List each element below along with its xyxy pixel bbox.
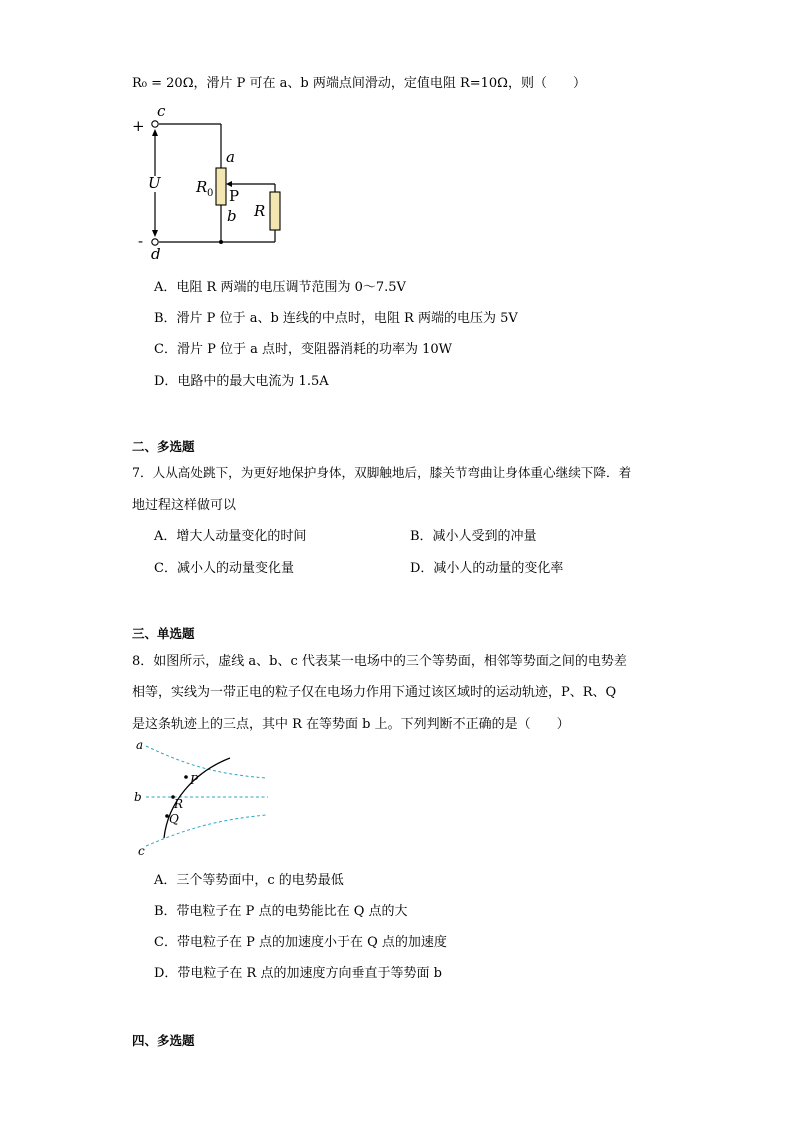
- label-a: a: [226, 148, 235, 166]
- section-title-4: 四、多选题: [132, 1033, 195, 1048]
- q6-option-a: A．电阻 R 两端的电压调节范围为 0～7.5V: [154, 280, 406, 295]
- label-minus: -: [138, 232, 144, 250]
- label-R0: R: [196, 178, 208, 196]
- rheostat-r0: [216, 168, 226, 205]
- q7-option-a: A．增大人动量变化的时间: [154, 529, 307, 544]
- label-R: R: [174, 797, 184, 811]
- q7-option-b: B．减小人受到的冲量: [410, 529, 537, 544]
- section-title-2: 二、多选题: [132, 439, 195, 454]
- label-R0-sub: 0: [207, 188, 214, 199]
- label-a: a: [136, 738, 144, 752]
- label-b: b: [134, 790, 142, 804]
- q8-stem-line2: 相等，实线为一带正电的粒子仅在电场力作用下通过该区域时的运动轨迹，P、R、Q: [132, 685, 617, 700]
- section-title-3: 三、单选题: [132, 626, 195, 641]
- q7-option-d: D．减小人的动量的变化率: [410, 561, 564, 576]
- circuit-diagram: [130, 104, 300, 266]
- label-d: d: [151, 245, 161, 263]
- q8-stem-line3: 是这条轨迹上的三点，其中 R 在等势面 b 上。下列判断不正确的是（ ）: [132, 717, 570, 732]
- q6-option-b: B．滑片 P 位于 a、b 连线的中点时，电阻 R 两端的电压为 5V: [154, 311, 518, 326]
- equipotential-a: [146, 746, 266, 778]
- label-U: U: [148, 174, 161, 192]
- q7-option-c: C．减小人的动量变化量: [154, 561, 294, 576]
- q6-stem: R₀ = 20Ω，滑片 P 可在 a、b 两端点间滑动，定值电阻 R=10Ω，则（ ）: [132, 76, 586, 91]
- label-c: c: [157, 104, 166, 120]
- q6-option-c: C．滑片 P 位于 a 点时，变阻器消耗的功率为 10W: [154, 342, 453, 357]
- equipotential-c: [146, 815, 266, 846]
- q7-stem-line2: 地过程这样做可以: [132, 498, 237, 513]
- q6-option-d: D．电路中的最大电流为 1.5A: [154, 374, 329, 389]
- q8-option-d: D．带电粒子在 R 点的加速度方向垂直于等势面 b: [154, 966, 442, 981]
- label-plus: +: [132, 117, 145, 135]
- resistor-r: [270, 192, 280, 230]
- q8-option-b: B．带电粒子在 P 点的电势能比在 Q 点的大: [154, 904, 408, 919]
- label-R: R: [254, 202, 266, 220]
- label-c: c: [138, 844, 145, 858]
- label-Q: Q: [169, 812, 179, 826]
- terminal-c: [152, 121, 158, 127]
- label-P: P: [229, 187, 240, 205]
- equipotential-diagram: [134, 736, 274, 860]
- q7-stem-line1: 7．人从高处跳下，为更好地保护身体，双脚触地后，膝关节弯曲让身体重心继续下降．着: [132, 465, 632, 480]
- label-b: b: [227, 207, 237, 225]
- q8-stem-line1: 8．如图所示，虚线 a、b、c 代表某一电场中的三个等势面，相邻等势面之间的电势差: [132, 654, 627, 669]
- label-P: P: [190, 773, 199, 787]
- q8-option-a: A．三个等势面中，c 的电势最低: [154, 873, 344, 888]
- q8-option-c: C．带电粒子在 P 点的加速度小于在 Q 点的加速度: [154, 935, 447, 950]
